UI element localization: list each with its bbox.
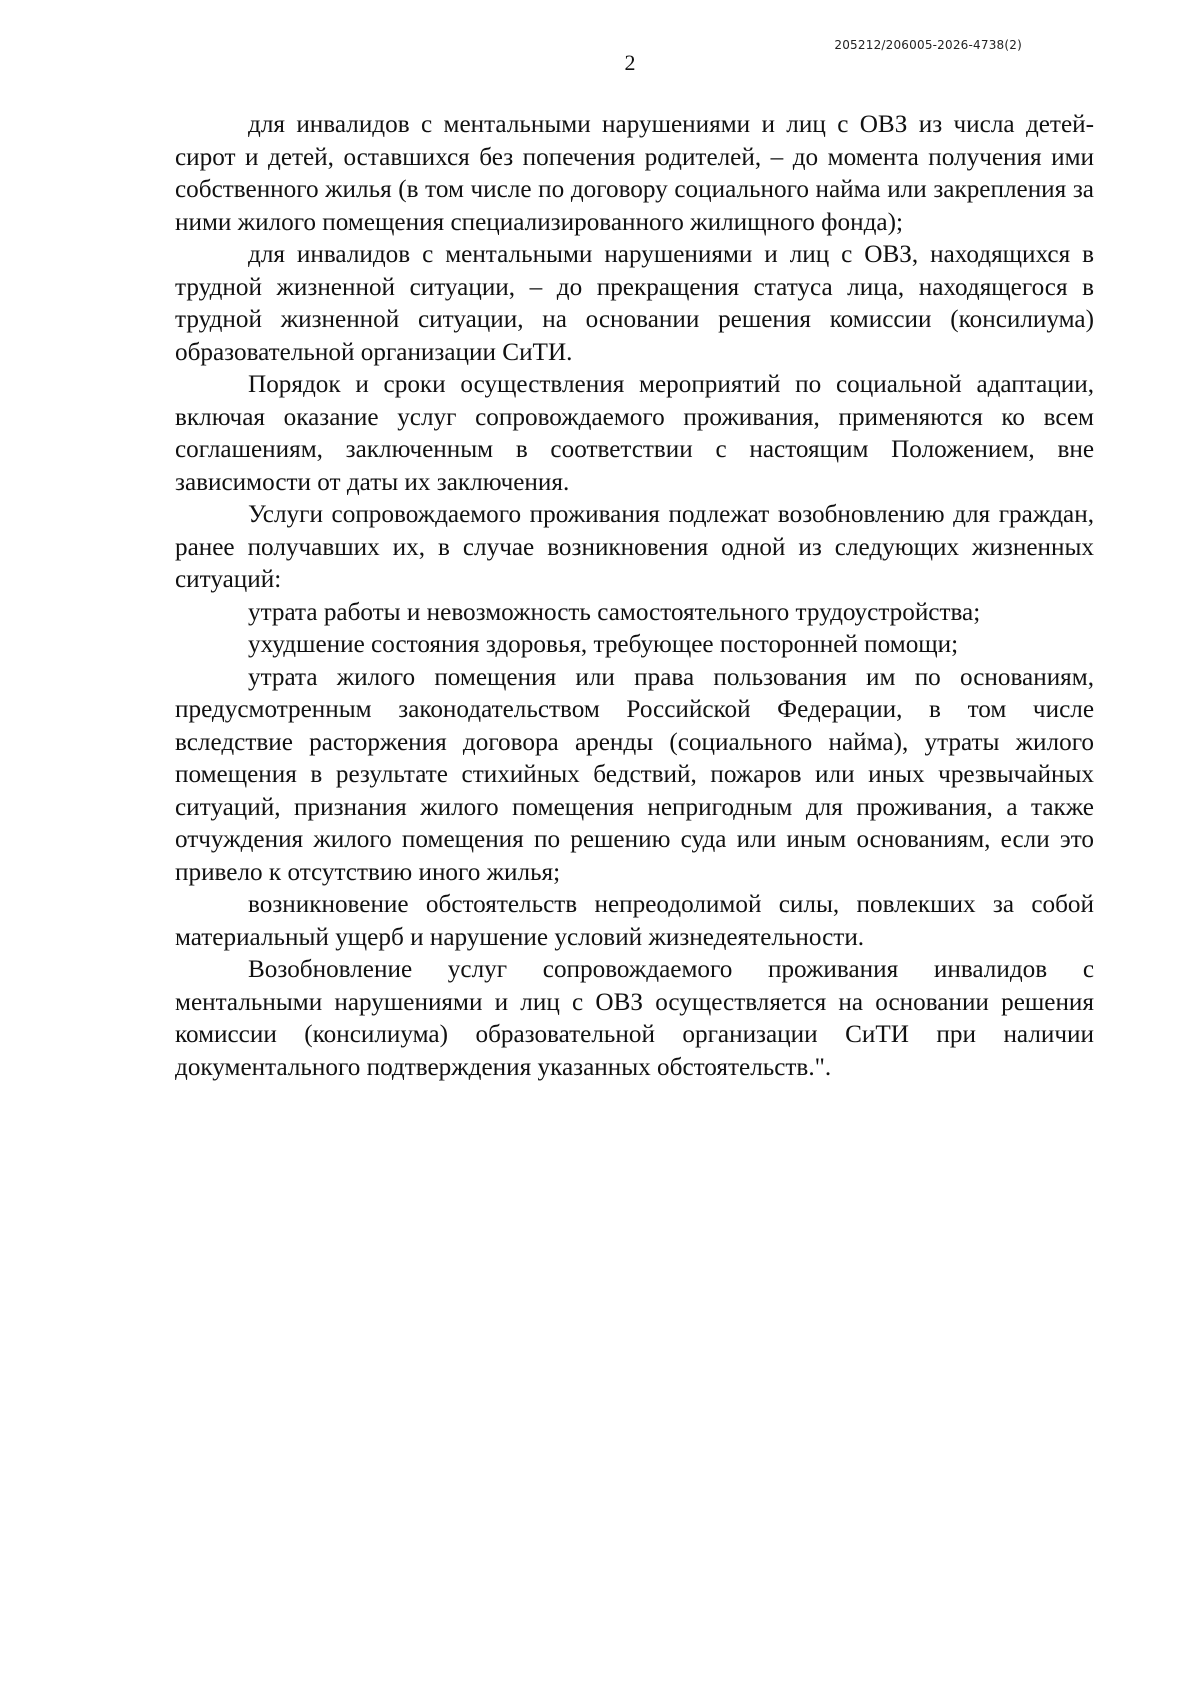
page-number: 2 [624, 50, 636, 75]
paragraph-difficult-situation-term: для инвалидов с ментальными нарушениями и лиц с ОВЗ, находящихся в трудной жизненной ситуации, – до прекращения статуса лица, находящегося в трудной жизненной ситуации, на основании решения комиссии (консилиума) образовательной организации СиТИ. [175, 241, 1094, 366]
list-item-housing-loss: утрата жилого помещения или права пользования им по основаниям, предусмотренным законодательством Российской Федерации, в том числе вследствие расторжения договора аренды (социального найма), утраты жилого помещения в результате стихийных бедствий, пожаров или иных чрезвычайных ситуаций, признания жилого помещения непригодным для проживания, а также отчуждения жилого помещения по решению суда или иным основаниям, если это привело к отсутствию иного жилья; [175, 663, 1094, 886]
list-item-force-majeure: возникновение обстоятельств непреодолимой силы, повлекших за собой материальный ущерб и нарушение условий жизнедеятельности. [175, 891, 1094, 951]
list-item-job-loss: утрата работы и невозможность самостоятельного трудоустройства; [248, 598, 981, 626]
list-item-health-deterioration: ухудшение состояния здоровья, требующее посторонней помощи; [248, 631, 959, 658]
paragraph-orphans-term: для инвалидов с ментальными нарушениями и лиц с ОВЗ из числа детей-сирот и детей, оставшихся без попечения родителей, – до момента получения ими собственного жилья (в том числе по договору социального найма или закрепления за ними жилого помещения специализированного жилищного фонда); [175, 111, 1094, 236]
document-body [175, 109, 1094, 1084]
paragraph-renewal-conditions: Услуги сопровождаемого проживания подлежат возобновлению для граждан, ранее получавших их, в случае возникновения одной из следующих жизненных ситуаций: [175, 501, 1094, 593]
document-registration-code: 205212/206005-2026-4738(2) [834, 38, 1022, 52]
paragraph-renewal-decision: Возобновление услуг сопровождаемого проживания инвалидов с ментальными нарушениями и лиц с ОВЗ осуществляется на основании решения комиссии (консилиума) образовательной организации СиТИ при наличии документального подтверждения указанных обстоятельств.". [175, 956, 1094, 1081]
paragraph-procedure-applicability: Порядок и сроки осуществления мероприятий по социальной адаптации, включая оказание услуг сопровождаемого проживания, применяются ко всем соглашениям, заключенным в соответствии с настоящим Положением, вне зависимости от даты их заключения. [175, 371, 1094, 496]
